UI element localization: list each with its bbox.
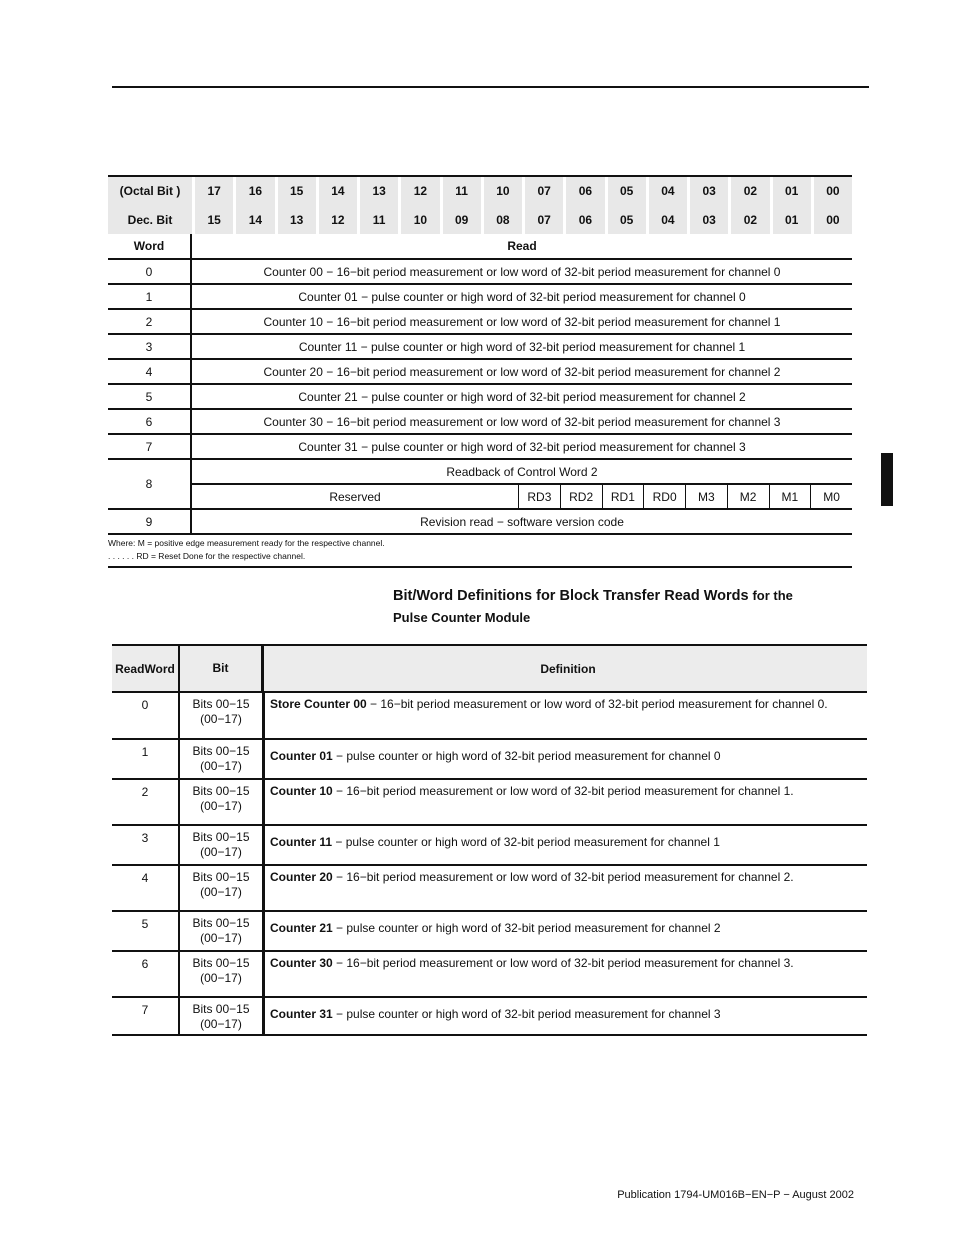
status-bit-cell: M2 (727, 485, 769, 508)
definition-header: Definition (264, 646, 867, 691)
octal-bit-cell: 05 (605, 177, 646, 205)
table-row-word-9 (108, 510, 852, 535)
decimal-bit-cell: 09 (440, 205, 481, 234)
read-column-header: Read (507, 239, 537, 253)
counter-description: − pulse counter or high word of 32-bit period measurement for channel 1 (332, 835, 720, 849)
word-number: 3 (108, 335, 192, 358)
bit-range (180, 826, 264, 864)
readback-control-word-label: Readback of Control Word 2 (192, 460, 852, 485)
definition-row-word-3 (112, 826, 867, 866)
read-word-number: 5 (112, 912, 180, 950)
reserved-bits-label: Reserved (329, 489, 381, 504)
bit-range-octal: (00−17) (200, 971, 242, 985)
table-row-word-2 (108, 310, 852, 335)
word-description: Counter 11 − pulse counter or high word of 32-bit period measurement for channel 1 (298, 339, 746, 354)
decimal-bit-cell: 07 (522, 205, 563, 234)
read-word-number: 0 (112, 693, 180, 738)
bit-range-octal: (00−17) (200, 845, 242, 859)
read-word-number: 6 (112, 952, 180, 996)
word-description: Counter 31 − pulse counter or high word of 32-bit period measurement for channel 3 (298, 439, 746, 454)
word-description: Counter 00 − 16−bit period measurement or low word of 32-bit period measurement for channel 0 (263, 264, 781, 279)
octal-bit-cell: 16 (233, 177, 274, 205)
bit-range (180, 780, 264, 824)
status-bit-cell: M3 (685, 485, 727, 508)
decimal-bit-header-row (108, 205, 852, 234)
counter-description: − 16−bit period measurement or low word of 32-bit period measurement for channel 2. (332, 870, 794, 884)
octal-bit-cell: 03 (687, 177, 728, 205)
table-notes (108, 535, 852, 568)
definition-text (264, 866, 867, 910)
status-bit-cell: RD2 (560, 485, 602, 508)
chapter-tab-marker (881, 453, 893, 506)
octal-bit-cell: 00 (811, 177, 852, 205)
counter-description: − pulse counter or high word of 32-bit period measurement for channel 3 (332, 1007, 721, 1021)
status-bit-cell: M1 (769, 485, 811, 508)
bit-range-decimal: Bits 00−15 (192, 870, 250, 884)
decimal-bit-cell: 02 (728, 205, 769, 234)
octal-bit-cell: 14 (316, 177, 357, 205)
bit-range (180, 866, 264, 910)
bit-range-decimal: Bits 00−15 (192, 830, 250, 844)
decimal-bit-cell: 06 (563, 205, 604, 234)
status-bit-cell: M0 (810, 485, 852, 508)
decimal-bit-cell: 10 (398, 205, 439, 234)
decimal-bit-cell: 12 (316, 205, 357, 234)
word-number: 4 (108, 360, 192, 383)
read-word-header (112, 646, 180, 691)
read-word-number: 3 (112, 826, 180, 864)
publication-footer: Publication 1794-UM016B−EN−P − August 2002 (617, 1189, 854, 1201)
counter-description: − 16−bit period measurement or low word of 32-bit period measurement for channel 3. (332, 956, 794, 970)
definition-row-word-7 (112, 998, 867, 1036)
section-title (393, 585, 793, 628)
bit-range (180, 998, 264, 1034)
decimal-bit-cell: 14 (233, 205, 274, 234)
octal-bit-cell: 10 (481, 177, 522, 205)
definitions-header-row (112, 646, 867, 693)
counter-label: Counter 11 (270, 835, 333, 849)
counter-description: − 16−bit period measurement or low word of 32-bit period measurement for channel 0. (366, 697, 828, 711)
octal-bit-cell: 12 (398, 177, 439, 205)
table-row-word-5 (108, 385, 852, 410)
decimal-bit-cell: 00 (811, 205, 852, 234)
counter-label: Counter 30 (270, 956, 333, 970)
bit-range-octal: (00−17) (200, 885, 242, 899)
read-word-map-table (108, 175, 852, 568)
word-description: Counter 21 − pulse counter or high word of 32-bit period measurement for channel 2 (298, 389, 746, 404)
word-description: Revision read − software version code (420, 514, 624, 529)
decimal-bit-cell: 05 (605, 205, 646, 234)
table-row-word-3 (108, 335, 852, 360)
octal-bit-cell: 07 (522, 177, 563, 205)
word-description: Counter 30 − 16−bit period measurement or low word of 32-bit period measurement for channel 3 (263, 414, 781, 429)
definition-row-word-4 (112, 866, 867, 912)
definition-row-word-1 (112, 740, 867, 780)
section-title-main: Bit/Word Definitions for Block Transfer Read Words (393, 588, 749, 604)
table-row-word-4 (108, 360, 852, 385)
table-row-word-8 (108, 460, 852, 510)
word-description: Counter 20 − 16−bit period measurement or low word of 32-bit period measurement for channel 2 (263, 364, 781, 379)
bit-range (180, 693, 264, 738)
definition-row-word-2 (112, 780, 867, 826)
word-number: 2 (108, 310, 192, 333)
decimal-bit-cell: 04 (646, 205, 687, 234)
definition-text (264, 998, 867, 1034)
word-description: Counter 01 − pulse counter or high word of 32-bit period measurement for channel 0 (298, 289, 746, 304)
read-word-number: 4 (112, 866, 180, 910)
octal-bit-cell: 15 (275, 177, 316, 205)
counter-label: Counter 20 (270, 870, 333, 884)
octal-bit-cell: 01 (770, 177, 811, 205)
bit-word-definitions-table (112, 644, 867, 1036)
octal-bit-cell: 11 (440, 177, 481, 205)
decimal-bit-cell: 11 (357, 205, 398, 234)
read-word-header-line2: Word (144, 661, 175, 676)
bit-range-decimal: Bits 00−15 (192, 956, 250, 970)
bit-range-octal: (00−17) (200, 759, 242, 773)
word-number: 9 (108, 510, 192, 533)
section-title-suffix: for the (752, 588, 793, 603)
top-rule (112, 86, 869, 88)
bit-range (180, 740, 264, 778)
definition-row-word-0 (112, 693, 867, 740)
definition-row-word-5 (112, 912, 867, 952)
section-title-line2: Pulse Counter Module (393, 610, 531, 625)
word-number: 0 (108, 260, 192, 283)
octal-bit-label: (Octal Bit ) (108, 177, 192, 205)
bit-range-decimal: Bits 00−15 (192, 784, 250, 798)
counter-label: Store Counter 00 (270, 697, 367, 711)
definition-row-word-6 (112, 952, 867, 998)
octal-bit-cell: 02 (728, 177, 769, 205)
table-row-word-7 (108, 435, 852, 460)
word-read-header-row (108, 234, 852, 260)
bit-range-decimal: Bits 00−15 (192, 916, 250, 930)
read-word-number: 2 (112, 780, 180, 824)
table-row-word-6 (108, 410, 852, 435)
counter-description: − pulse counter or high word of 32-bit period measurement for channel 0 (332, 749, 721, 763)
decimal-bit-cell: 13 (275, 205, 316, 234)
decimal-bit-cell: 08 (481, 205, 522, 234)
bit-range (180, 952, 264, 996)
read-word-header-line1: Read (115, 661, 145, 676)
status-bit-cell: RD0 (643, 485, 685, 508)
bit-header: Bit (180, 646, 264, 691)
table-row-word-0 (108, 260, 852, 285)
counter-description: − pulse counter or high word of 32-bit period measurement for channel 2 (332, 921, 721, 935)
definition-text (264, 826, 867, 864)
word-number: 6 (108, 410, 192, 433)
bit-range-octal: (00−17) (200, 1017, 242, 1031)
word-description: Counter 10 − 16−bit period measurement or low word of 32-bit period measurement for channel 1 (263, 314, 781, 329)
note-m-definition: Where: M = positive edge measurement ready for the respective channel. (108, 538, 385, 548)
octal-bit-header-row (108, 175, 852, 205)
octal-bit-cell: 13 (357, 177, 398, 205)
decimal-bit-cell: 15 (192, 205, 233, 234)
status-bit-cell: RD1 (602, 485, 644, 508)
octal-bit-cell: 17 (192, 177, 233, 205)
octal-bit-cell: 04 (646, 177, 687, 205)
word-number: 5 (108, 385, 192, 408)
word-column-header: Word (108, 234, 192, 258)
counter-label: Counter 21 (270, 921, 333, 935)
table-row-word-1 (108, 285, 852, 310)
bit-range-octal: (00−17) (200, 931, 242, 945)
counter-description: − 16−bit period measurement or low word of 32-bit period measurement for channel 1. (332, 784, 794, 798)
bit-range-decimal: Bits 00−15 (192, 697, 250, 711)
definition-text (264, 740, 867, 778)
counter-label: Counter 31 (270, 1007, 333, 1021)
word-number: 8 (108, 460, 192, 508)
decimal-bit-label: Dec. Bit (108, 205, 192, 234)
decimal-bit-cell: 01 (770, 205, 811, 234)
definition-text (264, 952, 867, 996)
octal-bit-cell: 06 (563, 177, 604, 205)
status-bit-cell: RD3 (518, 485, 560, 508)
bit-range-decimal: Bits 00−15 (192, 744, 250, 758)
definition-text (264, 780, 867, 824)
word-number: 1 (108, 285, 192, 308)
counter-label: Counter 10 (270, 784, 333, 798)
bit-range-decimal: Bits 00−15 (192, 1002, 250, 1016)
bit-range-octal: (00−17) (200, 799, 242, 813)
counter-label: Counter 01 (270, 749, 333, 763)
definition-text (264, 693, 867, 738)
definition-text (264, 912, 867, 950)
decimal-bit-cell: 03 (687, 205, 728, 234)
note-rd-definition: . . . . . . RD = Reset Done for the respective channel. (108, 551, 306, 561)
word-number: 7 (108, 435, 192, 458)
bit-range-octal: (00−17) (200, 712, 242, 726)
bit-range (180, 912, 264, 950)
read-word-number: 7 (112, 998, 180, 1034)
read-word-number: 1 (112, 740, 180, 778)
